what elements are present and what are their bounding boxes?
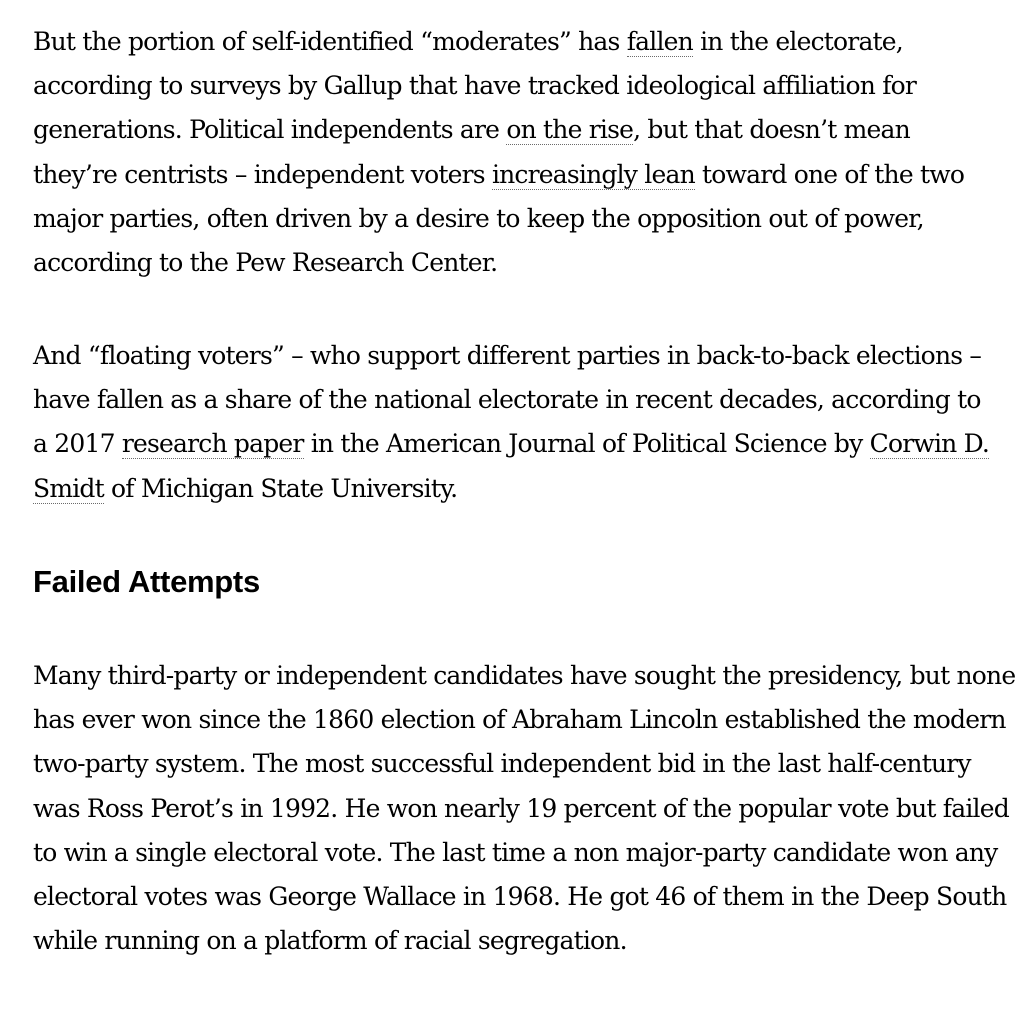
paragraph-text: toward one of the two major parties, often driven by a desire to keep the opposition out of power, according to the Pew Research Center. [33, 159, 965, 278]
section-heading: Failed Attempts [33, 564, 260, 599]
paragraph-text: And “floating voters” – who support different parties in back-to-back elections – have fallen as a share of the national electorate in recent decades, according to a 2017 [33, 341, 982, 459]
link-increasingly-lean[interactable]: increasingly lean [491, 159, 695, 189]
paragraph-failed-attempts: Many third-party or independent candidates have sought the presidency, but none has ever won since the 1860 election of Abraham Lincoln established the modern two-party system. The most successful independent bid in the last half-century was Ross Perot’s in 1992. He won nearly 19 percent of the popular vote but failed to win a single electoral vote. The last time a non major-party candidate won any electoral votes was George Wallace in 1968. He got 46 of them in the Deep South while running on a platform of racial segregation. [33, 661, 1016, 956]
paragraph-text: But the portion of self-identified “moderates” has [33, 27, 627, 56]
link-research-paper[interactable]: research paper [121, 429, 304, 459]
paragraph-text: , but that doesn’t mean they’re centrists – independent voters [33, 115, 910, 189]
paragraph-text: of Michigan State University. [103, 473, 458, 503]
link-corwin-smidt[interactable]: Corwin D. Smidt [33, 429, 990, 503]
link-on-the-rise[interactable]: on the rise [506, 115, 634, 145]
link-fallen[interactable]: fallen [626, 27, 693, 56]
paragraph-floating-voters [33, 334, 993, 511]
paragraph-text: in the American Journal of Political Science by [303, 429, 870, 459]
paragraph-moderates [33, 20, 993, 285]
paragraph-text: in the electorate, according to surveys by Gallup that have tracked ideological affiliation for generations. Political independents are [33, 27, 917, 145]
